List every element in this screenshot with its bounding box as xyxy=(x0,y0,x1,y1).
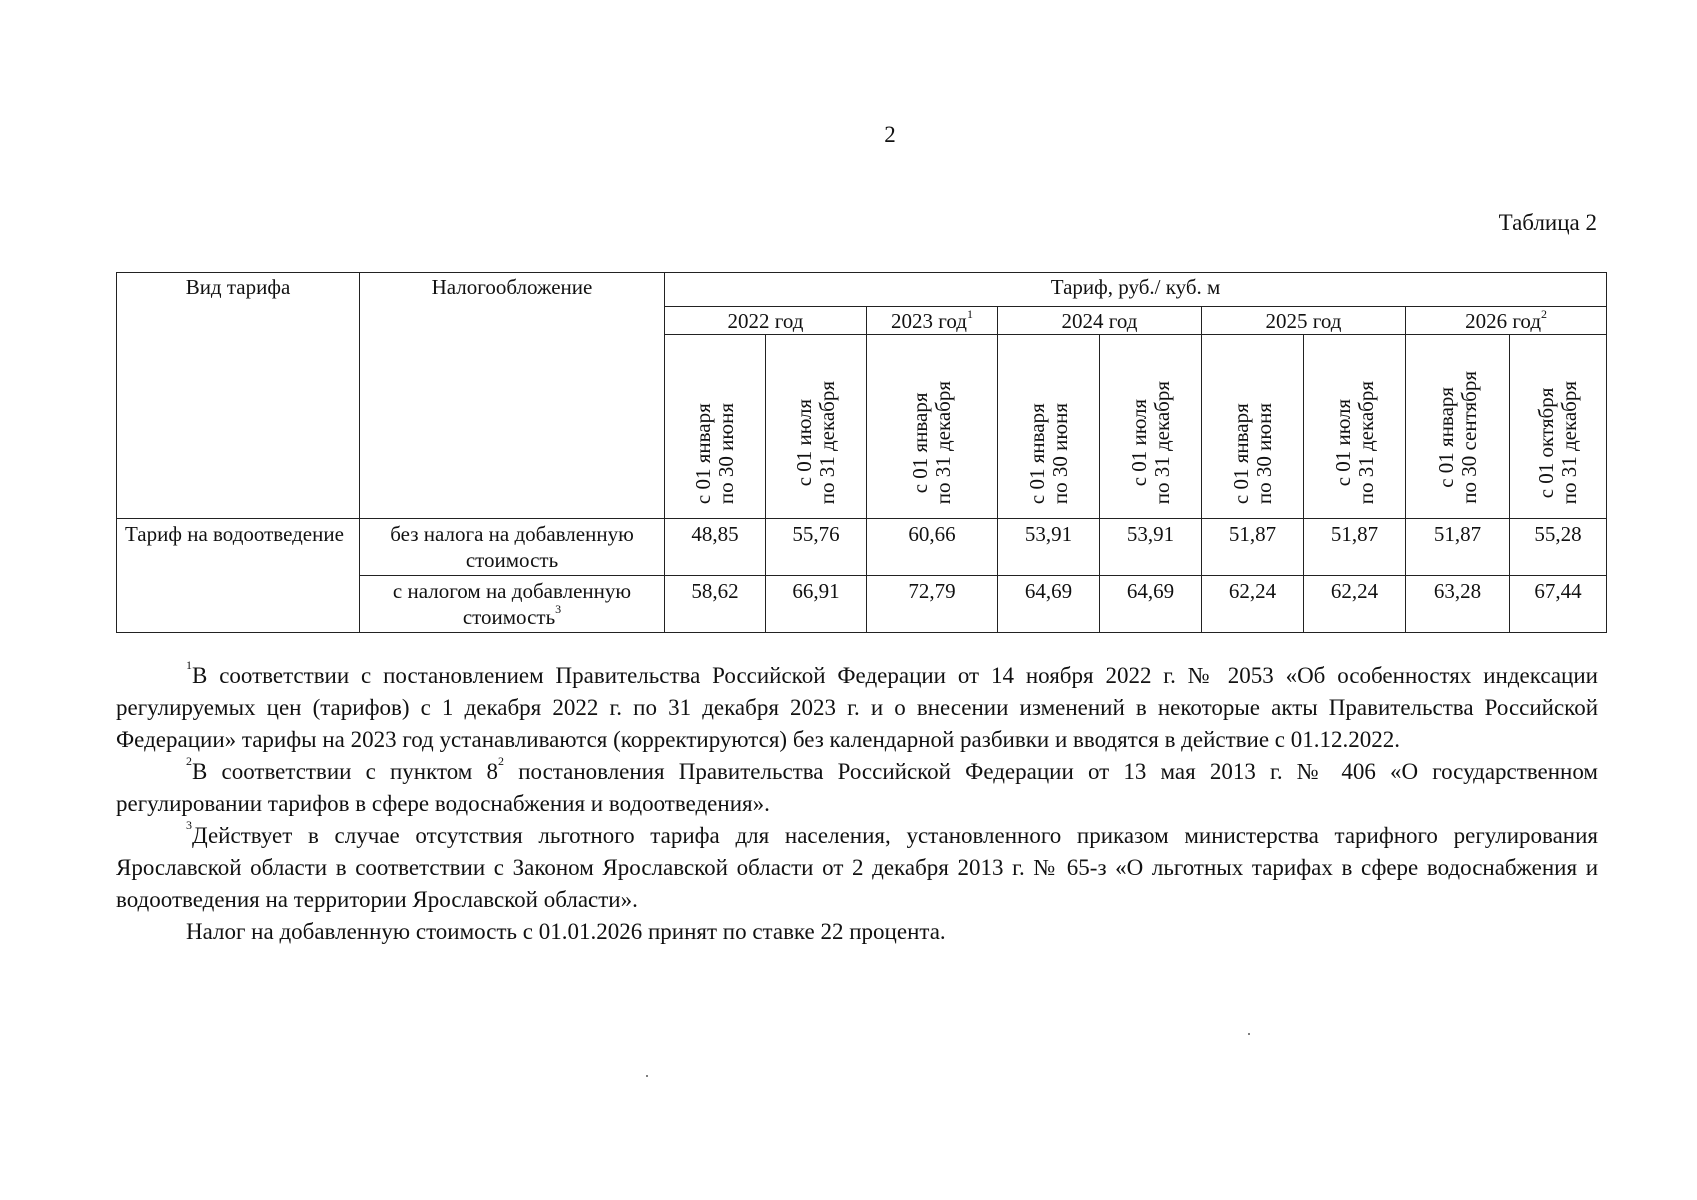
taxation-cell xyxy=(360,576,665,633)
footnote-2-text-a: В соответствии с пунктом 8 xyxy=(192,759,499,784)
period-line1: с 01 июля xyxy=(1126,398,1151,487)
period-header xyxy=(1304,335,1406,519)
tariff-value-cell: 72,79 xyxy=(867,576,998,633)
year-label: 2022 год xyxy=(727,309,804,333)
taxation-label: с налогом на добавленную стоимость xyxy=(392,579,632,629)
header-tariff: Тариф, руб./ куб. м xyxy=(665,273,1607,307)
period-line2: по 30 июня xyxy=(1047,402,1072,504)
period-label xyxy=(909,381,955,504)
period-line1: с 01 июля xyxy=(1330,398,1355,487)
year-label: 2026 год xyxy=(1465,309,1542,333)
footnote-1 xyxy=(116,660,1598,756)
year-header xyxy=(1406,307,1607,335)
taxation-footnote-mark: 3 xyxy=(555,602,562,616)
tariff-value-cell: 67,44 xyxy=(1510,576,1607,633)
tariff-value-cell: 62,24 xyxy=(1304,576,1406,633)
year-label: 2023 год xyxy=(891,309,967,333)
period-line2: по 31 декабря xyxy=(1149,380,1174,504)
footnote-1-mark: 1 xyxy=(186,658,192,672)
year-footnote-mark: 2 xyxy=(1541,307,1548,321)
footnote-3-mark: 3 xyxy=(186,818,192,832)
table-row xyxy=(117,519,1607,576)
period-line1: с 01 января xyxy=(908,391,932,493)
tariff-value-cell: 55,76 xyxy=(766,519,867,576)
period-line2: по 31 декабря xyxy=(815,380,839,504)
period-header xyxy=(1202,335,1304,519)
year-header xyxy=(998,307,1202,335)
tariff-value-cell: 64,69 xyxy=(998,576,1100,633)
period-line2: по 31 декабря xyxy=(931,380,955,504)
period-line1: с 01 июля xyxy=(792,398,816,487)
period-header xyxy=(665,335,766,519)
period-line2: по 30 июня xyxy=(714,402,738,504)
footnote-2-text-b: постановления Правительства Российской Федерации от 13 мая 2013 г. № 406 «О государственном регулировании тарифов в сфере водоснабжения и водоотведения». xyxy=(116,759,1598,816)
year-label: 2024 год xyxy=(1061,309,1138,333)
tariff-value-cell: 64,69 xyxy=(1100,576,1202,633)
year-label: 2025 год xyxy=(1265,309,1342,333)
period-label xyxy=(793,381,839,504)
tariff-table xyxy=(116,272,1607,633)
year-header xyxy=(867,307,998,335)
scan-speck xyxy=(1248,1033,1250,1035)
period-line2: по 30 сентября xyxy=(1456,371,1481,504)
tariff-kind-cell: Тариф на водоотведение xyxy=(117,519,360,633)
period-line2: по 31 декабря xyxy=(1557,380,1582,504)
header-taxation: Налогообложение xyxy=(360,273,665,519)
tariff-value-cell: 60,66 xyxy=(867,519,998,576)
period-label xyxy=(1128,381,1174,504)
period-line2: по 30 июня xyxy=(1251,402,1276,504)
year-header xyxy=(1202,307,1406,335)
tariff-value-cell: 53,91 xyxy=(998,519,1100,576)
vat-note: Налог на добавленную стоимость с 01.01.2026 принят по ставке 22 процента. xyxy=(186,919,946,944)
tariff-value-cell: 48,85 xyxy=(665,519,766,576)
year-footnote-mark: 1 xyxy=(966,307,973,321)
page-number: 2 xyxy=(884,122,896,147)
period-label xyxy=(1535,381,1581,504)
period-line1: с 01 января xyxy=(1024,403,1049,504)
tariff-value-cell: 63,28 xyxy=(1406,576,1510,633)
period-label xyxy=(692,403,738,504)
tariff-value-cell: 55,28 xyxy=(1510,519,1607,576)
tariff-value-cell: 51,87 xyxy=(1202,519,1304,576)
taxation-label: без налога на добавленную стоимость xyxy=(390,522,634,572)
footnote-2-mark: 2 xyxy=(186,754,192,768)
tariff-value-cell: 62,24 xyxy=(1202,576,1304,633)
period-header xyxy=(1100,335,1202,519)
header-kind: Вид тарифа xyxy=(117,273,360,519)
tariff-value-cell: 53,91 xyxy=(1100,519,1202,576)
taxation-cell xyxy=(360,519,665,576)
period-line1: с 01 января xyxy=(691,403,715,504)
period-line1: с 01 января xyxy=(1228,403,1253,504)
year-header xyxy=(665,307,867,335)
footnote-3 xyxy=(116,820,1598,916)
footnotes xyxy=(116,660,1598,948)
period-line1: с 01 января xyxy=(1433,387,1458,489)
table-caption: Таблица 2 xyxy=(1498,210,1597,235)
period-label xyxy=(1435,371,1481,504)
period-label xyxy=(1230,403,1276,504)
period-line1: с 01 октября xyxy=(1534,387,1559,498)
period-header xyxy=(1510,335,1607,519)
period-header xyxy=(766,335,867,519)
footnote-1-text: В соответствии с постановлением Правительства Российской Федерации от 14 ноября 2022 г. № 2053 «Об особенностях индексации регулируемых цен (тарифов) с 1 декабря 2022 г. по 31 декабря 2023 г. и о внесении изменений в некоторые акты Правительства Российской Федерации» тарифы на 2023 год устанавливаются (корректируются) без календарной разбивки и вводятся в действие с 01.12.2022. xyxy=(116,663,1598,752)
tariff-value-cell: 66,91 xyxy=(766,576,867,633)
period-header xyxy=(867,335,998,519)
period-label xyxy=(1332,381,1378,504)
period-header xyxy=(998,335,1100,519)
period-header xyxy=(1406,335,1510,519)
footnote-3-text: Действует в случае отсутствия льготного тарифа для населения, установленного приказом министерства тарифного регулирования Ярославской области в соответствии с Законом Ярославской области от 2 декабря 2013 г. № 65-з «О льготных тарифах в сфере водоснабжения и водоотведения на территории Ярославской области». xyxy=(116,823,1598,912)
tariff-value-cell: 51,87 xyxy=(1406,519,1510,576)
footnote-2 xyxy=(116,756,1598,820)
tariff-value-cell: 51,87 xyxy=(1304,519,1406,576)
tariff-value-cell: 58,62 xyxy=(665,576,766,633)
footnote-2-inline-sup: 2 xyxy=(498,754,505,768)
period-label xyxy=(1026,403,1072,504)
period-line2: по 31 декабря xyxy=(1353,380,1378,504)
scan-speck xyxy=(646,1075,648,1077)
